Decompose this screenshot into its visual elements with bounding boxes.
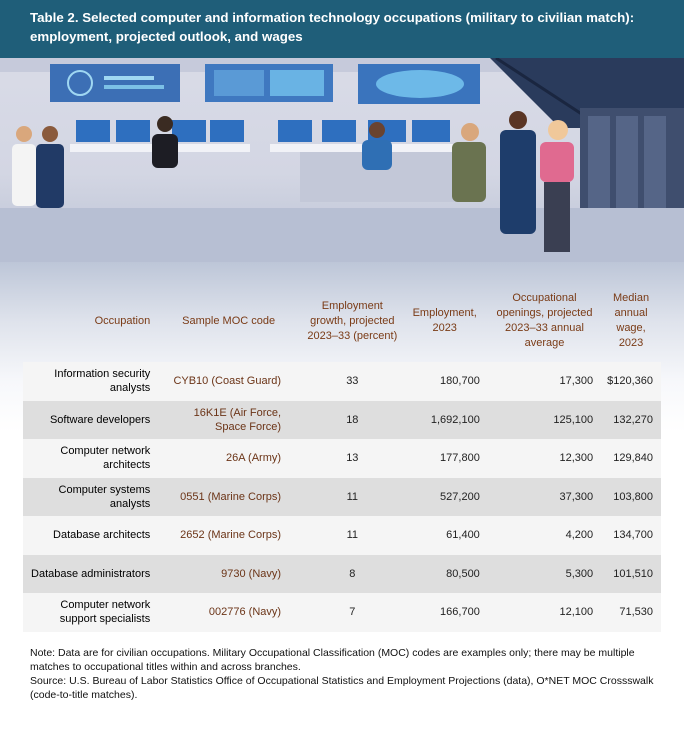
cell-openings: 37,300 [488,478,601,517]
cell-wage: 134,700 [601,516,661,555]
officer-blue-uniform [36,144,64,208]
table-row [23,593,661,632]
cell-moc: 26A (Army) [154,439,303,478]
cell-wage: 129,840 [601,439,661,478]
cell-moc: 002776 (Navy) [154,593,303,632]
cell-occupation: Computer network architects [23,439,154,478]
seated-operator-left [152,134,178,168]
table-row [23,516,661,555]
cell-employment: 177,800 [402,439,488,478]
officer-white-uniform [12,144,36,206]
table-title: Table 2. Selected computer and information technology occupations (military to civilian match): employment, projected outlook, and wages [0,0,684,58]
cell-growth: 11 [303,516,402,555]
woman-pink-blazer [540,142,574,182]
illustration-control-room [0,58,684,268]
cell-moc: 16K1E (Air Force, Space Force) [154,401,303,440]
officer-navy-uniform [500,130,536,234]
source-text: Source: U.S. Bureau of Labor Statistics Office of Occupational Statistics and Employment Projections (data), O*NET MOC Crossswalk (code-to-title matches). [30,675,654,701]
cell-employment: 180,700 [402,362,488,401]
cell-occupation: Software developers [23,401,154,440]
table-row [23,555,661,594]
column-header-wage: Median annual wage, 2023 [613,292,650,349]
cell-wage: 101,510 [601,555,661,594]
cell-employment: 166,700 [402,593,488,632]
table-row [23,362,661,401]
cell-growth: 8 [303,555,402,594]
cell-employment: 80,500 [402,555,488,594]
cell-occupation: Computer network support specialists [23,593,154,632]
column-header-openings: Occupational openings, projected 2023–33 annual average [496,292,593,349]
cell-growth: 18 [303,401,402,440]
column-header-occupation: Occupation [94,314,151,327]
column-header-moc: Sample MOC code [182,314,276,327]
table-notes [30,646,660,702]
cell-wage: $120,360 [601,362,661,401]
cell-growth: 7 [303,593,402,632]
cell-wage: 132,270 [601,401,661,440]
cell-wage: 71,530 [601,593,661,632]
cell-openings: 125,100 [488,401,601,440]
cell-openings: 17,300 [488,362,601,401]
cell-growth: 13 [303,439,402,478]
floor [0,208,684,268]
cell-growth: 33 [303,362,402,401]
table-row [23,439,661,478]
table-header-row [23,280,661,362]
cell-moc: 0551 (Marine Corps) [154,478,303,517]
column-header-employment: Employment, 2023 [412,307,477,334]
cell-employment: 61,400 [402,516,488,555]
cell-occupation: Computer systems analysts [23,478,154,517]
cell-occupation: Information security analysts [23,362,154,401]
column-header-growth: Employment growth, projected 2023–33 (percent) [307,299,398,342]
cell-openings: 12,300 [488,439,601,478]
cell-wage: 103,800 [601,478,661,517]
cell-moc: 2652 (Marine Corps) [154,516,303,555]
soldier-camouflage [452,142,486,202]
table-row [23,401,661,440]
note-text: Note: Data are for civilian occupations. Military Occupational Classification (MOC) codes are examples only; there may be multiple matches to occupational titles within and across branches. [30,647,635,673]
cell-occupation: Database architects [23,516,154,555]
occupations-table [23,280,661,632]
cell-openings: 12,100 [488,593,601,632]
table-row [23,478,661,517]
cell-growth: 11 [303,478,402,517]
wall-screen-left [50,64,180,102]
seated-operator-right [362,140,392,170]
cell-openings: 5,300 [488,555,601,594]
cell-moc: 9730 (Navy) [154,555,303,594]
cell-openings: 4,200 [488,516,601,555]
cell-moc: CYB10 (Coast Guard) [154,362,303,401]
control-room-illustration [0,58,684,268]
cell-employment: 527,200 [402,478,488,517]
cell-occupation: Database administrators [23,555,154,594]
cell-employment: 1,692,100 [402,401,488,440]
